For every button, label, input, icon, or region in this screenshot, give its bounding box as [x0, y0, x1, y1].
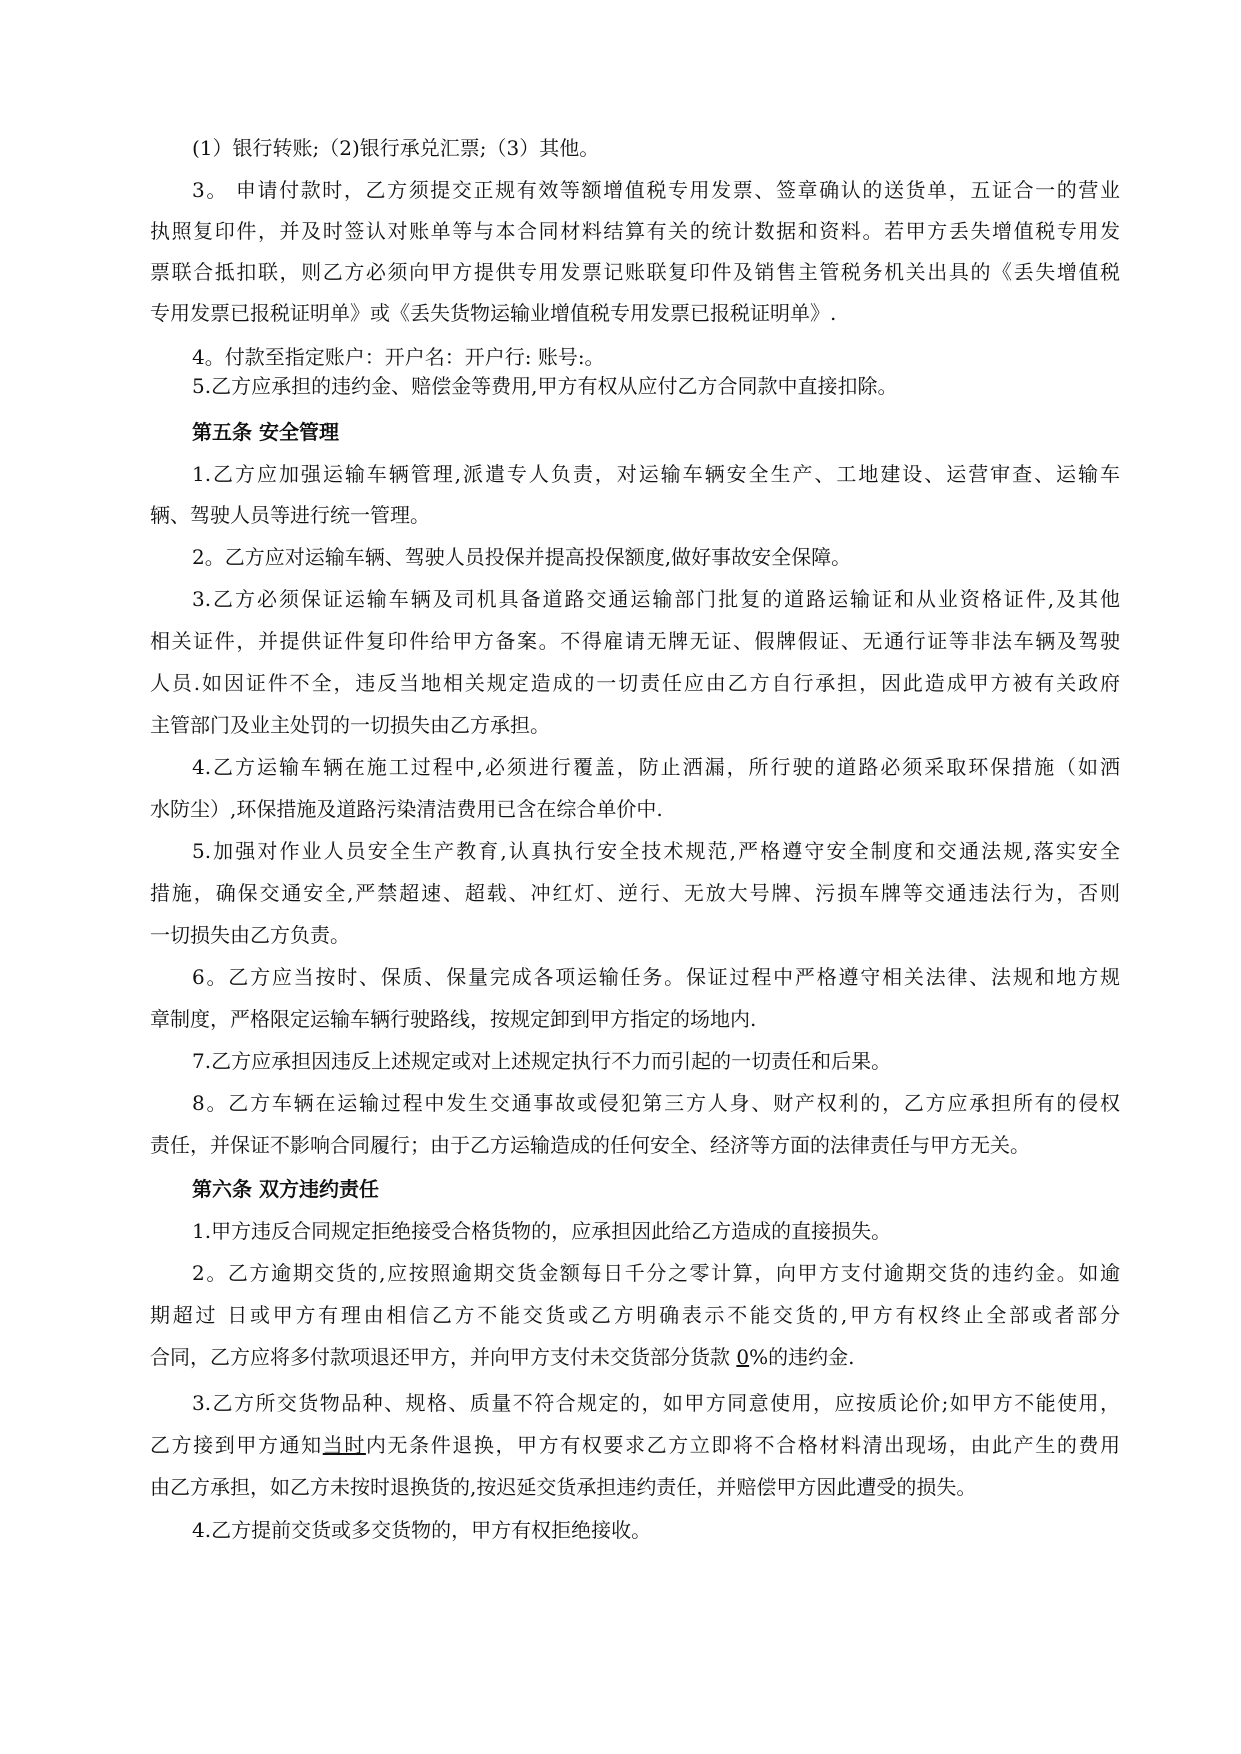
clause-5-7: 7.乙方应承担因违反上述规定或对上述规定执行不力而引起的一切责任和后果。 [192, 1049, 892, 1073]
clause-6-3-line-3: 由乙方承担，如乙方未按时退换货的,按迟延交货承担违约责任，并赔偿甲方因此遭受的损失。 [150, 1475, 977, 1499]
clause-5-3-line-3: 人员.如因证件不全，违反当地相关规定造成的一切责任应由乙方自行承担，因此造成甲方被有关政府 [150, 671, 1120, 695]
clause-5-1-line-2: 辆、驾驶人员等进行统一管理。 [150, 503, 430, 527]
return-deadline-field: 当时 [322, 1433, 366, 1457]
clause-5-4-line-2: 水防尘）,环保措施及道路污染清洁费用已含在综合单价中. [150, 797, 663, 821]
clause-6-4: 4.乙方提前交货或多交货物的，甲方有权拒绝接收。 [192, 1518, 652, 1542]
clause-6-2-line-3-suffix: %的违约金. [749, 1345, 855, 1369]
clause-5-3-line-2: 相关证件，并提供证件复印件给甲方备案。不得雇请无牌无证、假牌假证、无通行证等非法车辆及驾驶 [150, 629, 1120, 653]
clause-5-5-line-3: 一切损失由乙方负责。 [150, 923, 350, 947]
clause-6-2-line-3-text: 合同，乙方应将多付款项退还甲方，并向甲方支付未交货部分货款 [150, 1345, 737, 1369]
clause-5-6-line-1: 6。乙方应当按时、保质、保量完成各项运输任务。保证过程中严格遵守相关法律、法规和地方规 [192, 965, 1120, 989]
clause-6-2-line-1: 2。乙方逾期交货的,应按照逾期交货金额每日千分之零计算，向甲方支付逾期交货的违约金。如逾 [192, 1261, 1120, 1285]
clause-5-5-line-2: 措施，确保交通安全,严禁超速、超载、冲红灯、逆行、无放大号牌、污损车牌等交通违法行为，否则 [150, 881, 1120, 905]
clause-4-3-line-1: 3。 申请付款时，乙方须提交正规有效等额增值税专用发票、签章确认的送货单，五证合一的营业 [192, 178, 1120, 202]
clause-4-5: 5.乙方应承担的违约金、赔偿金等费用,甲方有权从应付乙方合同款中直接扣除。 [192, 374, 898, 398]
clause-4-3-line-3: 票联合抵扣联，则乙方必须向甲方提供专用发票记账联复印件及销售主管税务机关出具的《丢失增值税 [150, 260, 1120, 284]
clause-6-2-line-2: 期超过 日或甲方有理由相信乙方不能交货或乙方明确表示不能交货的,甲方有权终止全部或者部分 [150, 1303, 1120, 1327]
clause-6-3-line-1: 3.乙方所交货物品种、规格、质量不符合规定的，如甲方同意使用，应按质论价;如甲方不能使用， [192, 1391, 1120, 1415]
clause-6-3-line-2 [150, 1433, 1120, 1457]
payment-methods: (1）银行转账;（2)银行承兑汇票;（3）其他。 [192, 136, 600, 160]
clause-6-3-line-2-prefix: 乙方接到甲方通知 [150, 1433, 323, 1457]
clause-5-4-line-1: 4.乙方运输车辆在施工过程中,必须进行覆盖，防止洒漏，所行驶的道路必须采取环保措施（如洒 [192, 755, 1120, 779]
clause-6-3-line-2-text: 内无条件退换，甲方有权要求乙方立即将不合格材料清出现场，由此产生的费用 [365, 1433, 1121, 1457]
clause-5-3-line-1: 3.乙方必须保证运输车辆及司机具备道路交通运输部门批复的道路运输证和从业资格证件,及其他 [192, 587, 1120, 611]
clause-5-2: 2。乙方应对运输车辆、驾驶人员投保并提高投保额度,做好事故安全保障。 [192, 545, 852, 569]
clause-4-3-line-4: 专用发票已报税证明单》或《丢失货物运输业增值税专用发票已报税证明单》. [150, 301, 837, 325]
clause-5-8-line-1: 8。乙方车辆在运输过程中发生交通事故或侵犯第三方人身、财产权利的，乙方应承担所有的侵权 [192, 1091, 1120, 1115]
clause-5-6-line-2: 章制度，严格限定运输车辆行驶路线，按规定卸到甲方指定的场地内. [150, 1007, 757, 1031]
clause-5-8-line-2: 责任，并保证不影响合同履行；由于乙方运输造成的任何安全、经济等方面的法律责任与甲方无关。 [150, 1133, 1030, 1157]
clause-5-1-line-1: 1.乙方应加强运输车辆管理,派遣专人负责，对运输车辆安全生产、工地建设、运营审查、运输车 [192, 462, 1120, 486]
clause-5-3-line-4: 主管部门及业主处罚的一切损失由乙方承担。 [150, 713, 550, 737]
clause-4-3-line-2: 执照复印件，并及时签认对账单等与本合同材料结算有关的统计数据和资料。若甲方丢失增值税专用发 [150, 219, 1120, 243]
penalty-percentage-field: 0 [736, 1345, 750, 1369]
clause-6-2-line-3 [150, 1345, 1120, 1369]
clause-4-4: 4。付款至指定账户：开户名：开户行: 账号:。 [192, 345, 605, 369]
clause-6-1: 1.甲方违反合同规定拒绝接受合格货物的，应承担因此给乙方造成的直接损失。 [192, 1219, 892, 1243]
article-6-heading: 第六条 双方违约责任 [192, 1177, 379, 1201]
article-5-heading: 第五条 安全管理 [192, 420, 339, 444]
clause-5-5-line-1: 5.加强对作业人员安全生产教育,认真执行安全技术规范,严格遵守安全制度和交通法规,落实安全 [192, 839, 1120, 863]
